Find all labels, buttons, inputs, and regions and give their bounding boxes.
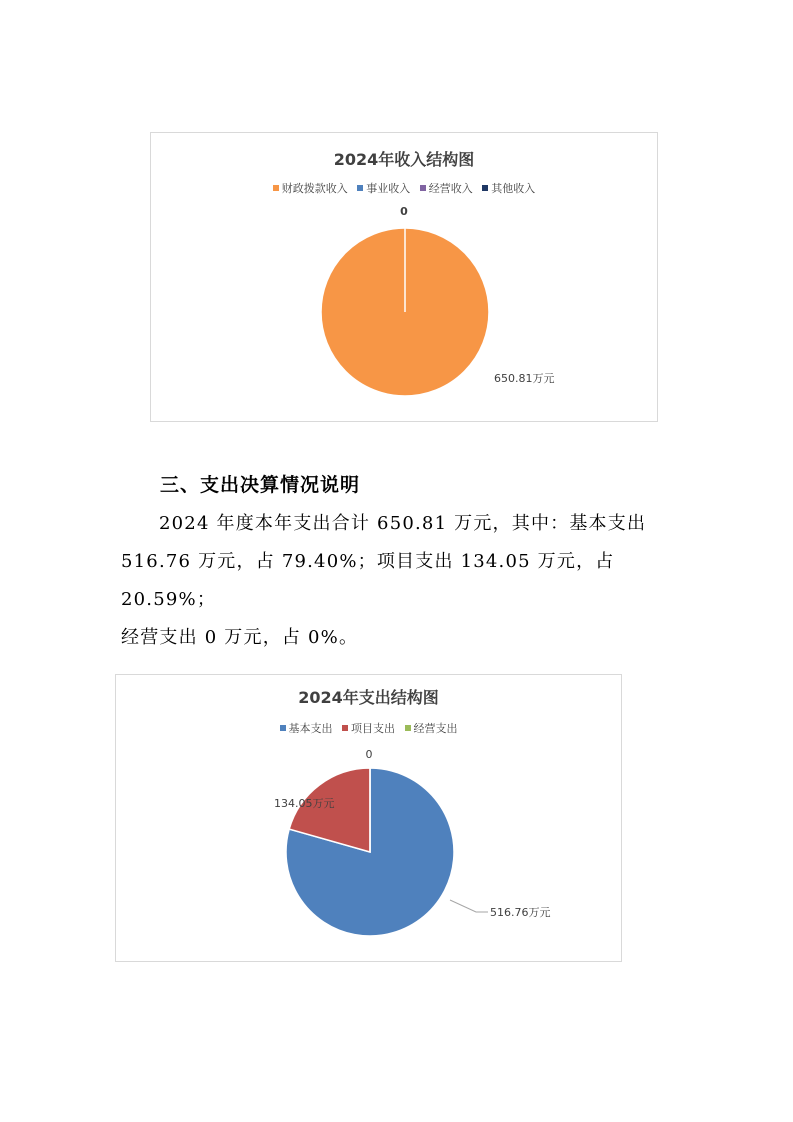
pie-plot <box>151 133 659 423</box>
data-label-zero: 0 <box>400 205 408 218</box>
legend-label: 经营收入 <box>428 182 473 195</box>
income-chart <box>150 132 658 422</box>
pie-slices <box>286 768 454 936</box>
leader-line <box>450 900 488 912</box>
pie-plot <box>116 675 623 963</box>
chart-title: 2024年支出结构图 <box>298 688 439 707</box>
data-label-fiscal: 650.81万元 <box>494 372 555 385</box>
legend-label: 财政拨款收入 <box>281 182 348 195</box>
paragraph-line: 516.76 万元，占 79.40%；项目支出 134.05 万元，占 20.59%； <box>121 551 615 610</box>
paragraph-line: 2024 年度本年支出合计 650.81 万元，其中：基本支出 <box>159 513 647 534</box>
pie-slices <box>321 228 489 396</box>
legend-label: 项目支出 <box>351 722 395 735</box>
chart-title: 2024年收入结构图 <box>333 150 475 169</box>
legend-label: 其他收入 <box>491 182 536 195</box>
data-label-project: 134.05万元 <box>274 797 335 810</box>
paragraph-line: 经营支出 0 万元，占 0%。 <box>121 627 359 648</box>
expenditure-chart <box>115 674 622 962</box>
legend-label: 经营支出 <box>413 722 458 735</box>
legend-label: 事业收入 <box>366 182 411 195</box>
data-label-zero: 0 <box>365 748 373 761</box>
data-label-basic: 516.76万元 <box>490 906 551 919</box>
section-heading: 三、支出决算情况说明 <box>160 474 361 496</box>
legend-label: 基本支出 <box>288 722 333 735</box>
expenditure-paragraph <box>121 505 681 657</box>
